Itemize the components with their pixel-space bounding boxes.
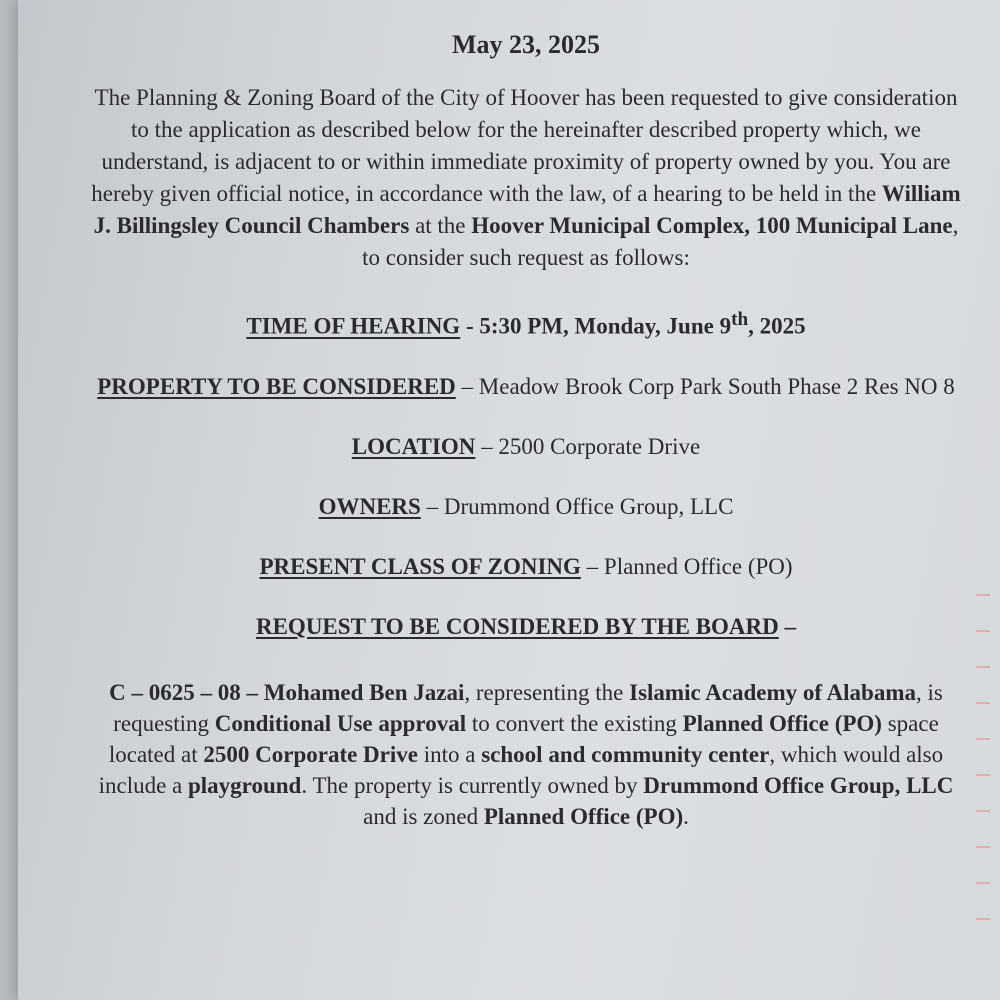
intro-paragraph: The Planning & Zoning Board of the City of Hoover has been requested to give consideration to the application as described below for the hereinafter described property which, we understand, is adjacent to or within immediate proximity of property owned by you. You are hereby given official notice, in accordance with the law, of a hearing to be held in the William J. Billingsley Council Chambers at the Hoover Municipal Complex, 100 Municipal Lane, to consider such request as follows: [91, 85, 961, 270]
zoning-section: PRESENT CLASS OF ZONING – Planned Office (PO) [259, 553, 793, 579]
page-edge [0, 0, 18, 1000]
owners-section: OWNERS – Drummond Office Group, LLC [318, 493, 734, 519]
notice-date: May 23, 2025 [451, 30, 601, 59]
notice-content [76, 30, 976, 832]
municipal-complex: Hoover Municipal Complex, 100 Municipal Lane [471, 213, 953, 238]
request-paragraph: C – 0625 – 08 – Mohamed Ben Jazai, representing the Islamic Academy of Alabama, is requesting Conditional Use approval to convert the existing Planned Office (PO) space located at 2500 Corporate Drive into a school and community center, which would also include a playground. The property is currently owned by Drummond Office Group, LLC and is zoned Planned Office (PO). [98, 679, 954, 829]
hearing-time: TIME OF HEARING - 5:30 PM, Monday, June 9th, 2025 [246, 309, 806, 339]
location-section: LOCATION – 2500 Corporate Drive [351, 433, 701, 459]
request-heading: REQUEST TO BE CONSIDERED BY THE BOARD – [255, 613, 797, 639]
council-chambers: William J. Billingsley Council Chambers [93, 181, 961, 238]
property-section: PROPERTY TO BE CONSIDERED – Meadow Brook Corp Park South Phase 2 Res NO 8 [97, 373, 955, 399]
notice-paper [18, 0, 1000, 1000]
